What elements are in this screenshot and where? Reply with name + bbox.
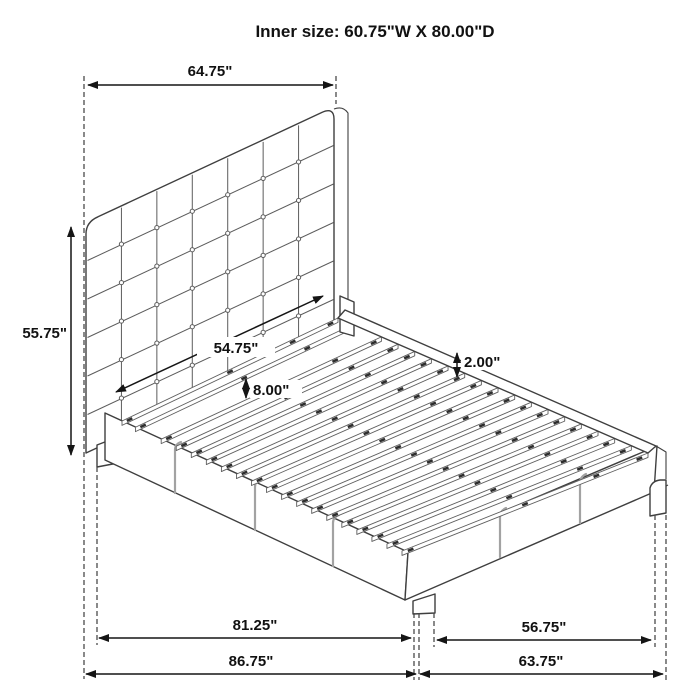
- diagram-title: Inner size: 60.75"W X 80.00"D: [255, 22, 495, 41]
- tuft-button: [226, 231, 230, 235]
- tuft-button: [226, 308, 230, 312]
- dim-label-slat-spacing: 8.00": [253, 382, 290, 399]
- dim-label-headboard-height: 55.75": [22, 325, 67, 342]
- tuft-button: [190, 209, 194, 213]
- tuft-button: [119, 357, 123, 361]
- dim-label-rail-lip: 2.00": [464, 354, 501, 371]
- tuft-button: [296, 198, 300, 202]
- dim-label-headboard-width: 64.75": [187, 63, 233, 80]
- tuft-button: [226, 193, 230, 197]
- tuft-button: [155, 341, 159, 345]
- foot-right-leg: [650, 480, 666, 516]
- dim-label-headboard-inner-width: 54.75": [213, 340, 259, 357]
- tuft-button: [296, 314, 300, 318]
- tuft-button: [155, 380, 159, 384]
- tuft-button: [296, 160, 300, 164]
- corner-lip: [656, 446, 666, 479]
- dim-label-footboard-inner: 56.75": [521, 619, 567, 636]
- dim-label-footboard-width: 63.75": [518, 653, 564, 670]
- tuft-button: [226, 270, 230, 274]
- tuft-button: [261, 176, 265, 180]
- tuft-button: [261, 292, 265, 296]
- tuft-button: [155, 303, 159, 307]
- tuft-button: [119, 319, 123, 323]
- tuft-button: [261, 330, 265, 334]
- dim-label-slat-deck-length: 81.25": [232, 617, 278, 634]
- tuft-button: [190, 363, 194, 367]
- tuft-button: [261, 253, 265, 257]
- foot-left-leg: [413, 594, 435, 614]
- tuft-button: [261, 215, 265, 219]
- tuft-button: [190, 286, 194, 290]
- tuft-button: [155, 264, 159, 268]
- tuft-button: [119, 242, 123, 246]
- tuft-button: [119, 280, 123, 284]
- tuft-button: [119, 396, 123, 400]
- tuft-button: [296, 237, 300, 241]
- tuft-button: [155, 226, 159, 230]
- tuft-button: [190, 248, 194, 252]
- tuft-button: [190, 325, 194, 329]
- headboard-side-edge: [334, 108, 348, 308]
- tuft-button: [296, 275, 300, 279]
- dim-label-overall-depth: 86.75": [228, 653, 274, 670]
